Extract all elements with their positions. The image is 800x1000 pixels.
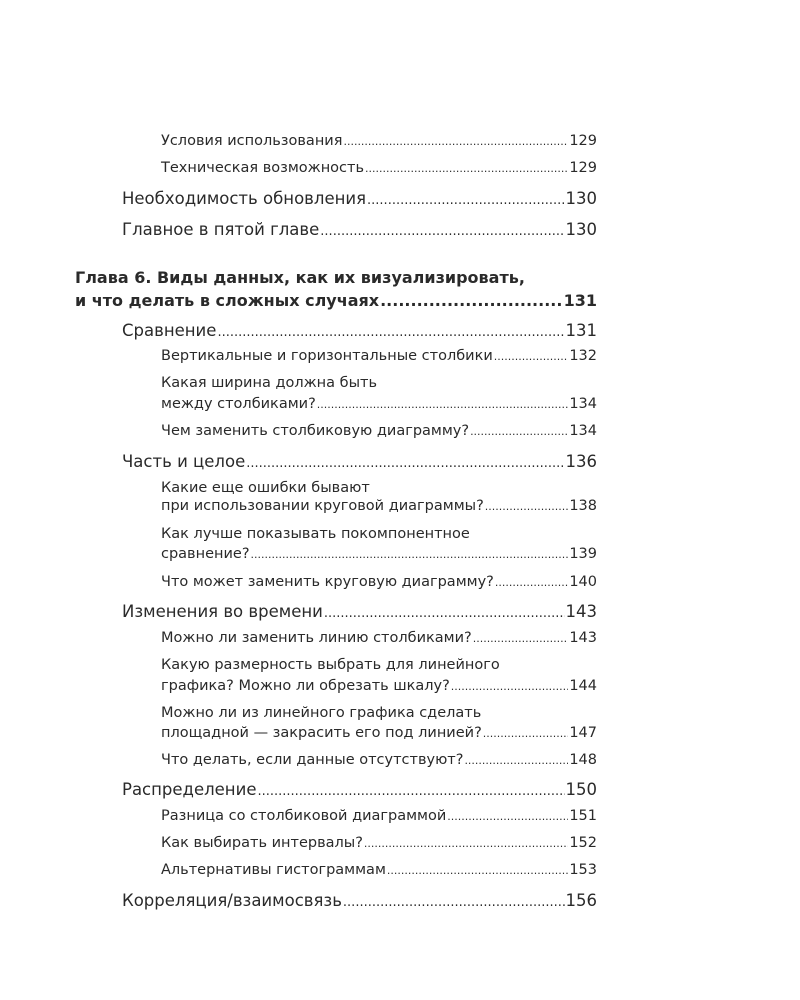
toc-entry-title: Чем заменить столбиковую диаграмму? bbox=[161, 423, 470, 439]
toc-page-number: 131 bbox=[563, 291, 597, 310]
dot-leader bbox=[251, 546, 569, 562]
toc-entry-title-line: Какая ширина должна быть bbox=[161, 375, 378, 391]
dot-leader bbox=[470, 423, 568, 439]
toc-entry-title: Условия использования bbox=[161, 133, 343, 149]
toc-page-number: 152 bbox=[569, 835, 597, 851]
dot-leader bbox=[451, 678, 569, 694]
chapter-title-line: Глава 6. Виды данных, как их визуализировать, bbox=[75, 268, 525, 287]
dot-leader bbox=[387, 862, 568, 878]
toc-page-number: 134 bbox=[569, 423, 597, 439]
toc-entry bbox=[122, 602, 597, 621]
dot-leader bbox=[365, 160, 568, 176]
toc-entry-title: Сравнение bbox=[122, 321, 217, 340]
dot-leader bbox=[364, 835, 568, 851]
toc-entry-title: Разница со столбиковой диаграммой bbox=[161, 808, 447, 824]
toc-page-number: 129 bbox=[569, 133, 597, 149]
toc-entry-title: Часть и целое bbox=[122, 452, 246, 471]
toc-page-number: 132 bbox=[569, 348, 597, 364]
dot-leader bbox=[494, 348, 569, 364]
toc-page-number: 150 bbox=[565, 780, 597, 799]
toc-page-number: 129 bbox=[569, 160, 597, 176]
dot-leader bbox=[217, 321, 564, 340]
toc-entry bbox=[161, 808, 597, 824]
toc-entry-title: Что может заменить круговую диаграмму? bbox=[161, 574, 494, 590]
toc-entry bbox=[161, 678, 597, 694]
toc-entry-title: Альтернативы гистограммам bbox=[161, 862, 386, 878]
dot-leader bbox=[447, 808, 568, 824]
toc-entry-title: Главное в пятой главе bbox=[122, 220, 320, 239]
dot-leader bbox=[320, 220, 564, 239]
chapter-entry bbox=[75, 291, 597, 310]
toc-entry bbox=[161, 133, 597, 149]
toc-page-number: 148 bbox=[569, 752, 597, 768]
toc-entry bbox=[161, 725, 597, 741]
toc-entry bbox=[122, 452, 597, 471]
dot-leader bbox=[495, 574, 568, 590]
toc-entry-title-line: Какие еще ошибки бывают bbox=[161, 480, 370, 496]
toc-entry-title-line: Как лучше показывать покомпонентное bbox=[161, 526, 470, 542]
toc-page-number: 156 bbox=[565, 891, 597, 910]
toc-page-number: 134 bbox=[569, 396, 597, 412]
toc-entry bbox=[161, 752, 597, 768]
toc-page-number: 131 bbox=[565, 321, 597, 340]
toc-entry bbox=[122, 891, 597, 910]
toc-entry bbox=[161, 574, 597, 590]
toc-entry-title: сравнение? bbox=[161, 546, 250, 562]
toc-entry-title: Распределение bbox=[122, 780, 257, 799]
toc-entry bbox=[161, 862, 597, 878]
toc-entry-title: Как выбирать интервалы? bbox=[161, 835, 363, 851]
toc-entry-title: графика? Можно ли обрезать шкалу? bbox=[161, 678, 450, 694]
dot-leader bbox=[367, 189, 564, 208]
toc-entry-title: Вертикальные и горизонтальные столбики bbox=[161, 348, 493, 364]
toc-entry bbox=[161, 835, 597, 851]
toc-page-number: 136 bbox=[565, 452, 597, 471]
toc-page-number: 138 bbox=[569, 498, 597, 514]
dot-leader bbox=[246, 452, 564, 471]
toc-entry bbox=[122, 220, 597, 239]
toc-page-number: 130 bbox=[565, 220, 597, 239]
toc-entry bbox=[161, 160, 597, 176]
toc-page-number: 143 bbox=[569, 630, 597, 646]
toc-entry bbox=[122, 321, 597, 340]
toc-page-number: 147 bbox=[569, 725, 597, 741]
toc-entry-title: Необходимость обновления bbox=[122, 189, 367, 208]
toc-page-number: 151 bbox=[569, 808, 597, 824]
toc-entry-title: Техническая возможность bbox=[161, 160, 365, 176]
toc-page-number: 139 bbox=[569, 546, 597, 562]
toc-entry bbox=[161, 348, 597, 364]
toc-entry-title: Можно ли заменить линию столбиками? bbox=[161, 630, 472, 646]
toc-page-number: 153 bbox=[569, 862, 597, 878]
toc-entry bbox=[161, 630, 597, 646]
dot-leader bbox=[324, 602, 565, 621]
toc-page-number: 144 bbox=[569, 678, 597, 694]
toc-entry bbox=[161, 423, 597, 439]
toc-entry bbox=[161, 546, 597, 562]
dot-leader bbox=[343, 891, 565, 910]
toc-entry-title: между столбиками? bbox=[161, 396, 316, 412]
toc-entry-title: площадной — закрасить его под линией? bbox=[161, 725, 482, 741]
toc-entry bbox=[122, 189, 597, 208]
toc-page-number: 140 bbox=[569, 574, 597, 590]
toc-entry-title: при использовании круговой диаграммы? bbox=[161, 498, 484, 514]
toc-page-number: 130 bbox=[565, 189, 597, 208]
dot-leader bbox=[485, 498, 569, 514]
dot-leader bbox=[317, 396, 569, 412]
dot-leader bbox=[380, 291, 563, 310]
toc-entry-title: Что делать, если данные отсутствуют? bbox=[161, 752, 464, 768]
dot-leader bbox=[483, 725, 569, 741]
dot-leader bbox=[473, 630, 569, 646]
toc-entry bbox=[161, 498, 597, 514]
toc-entry bbox=[161, 396, 597, 412]
dot-leader bbox=[257, 780, 564, 799]
dot-leader bbox=[464, 752, 568, 768]
toc-entry bbox=[122, 780, 597, 799]
toc-entry-title-line: Можно ли из линейного графика сделать bbox=[161, 705, 482, 721]
toc-entry-title: и что делать в сложных случаях bbox=[75, 291, 380, 310]
toc-page-number: 143 bbox=[565, 602, 597, 621]
toc-entry-title: Корреляция/взаимосвязь bbox=[122, 891, 342, 910]
toc-entry-title: Изменения во времени bbox=[122, 602, 323, 621]
dot-leader bbox=[343, 133, 568, 149]
toc-entry-title-line: Какую размерность выбрать для линейного bbox=[161, 657, 500, 673]
